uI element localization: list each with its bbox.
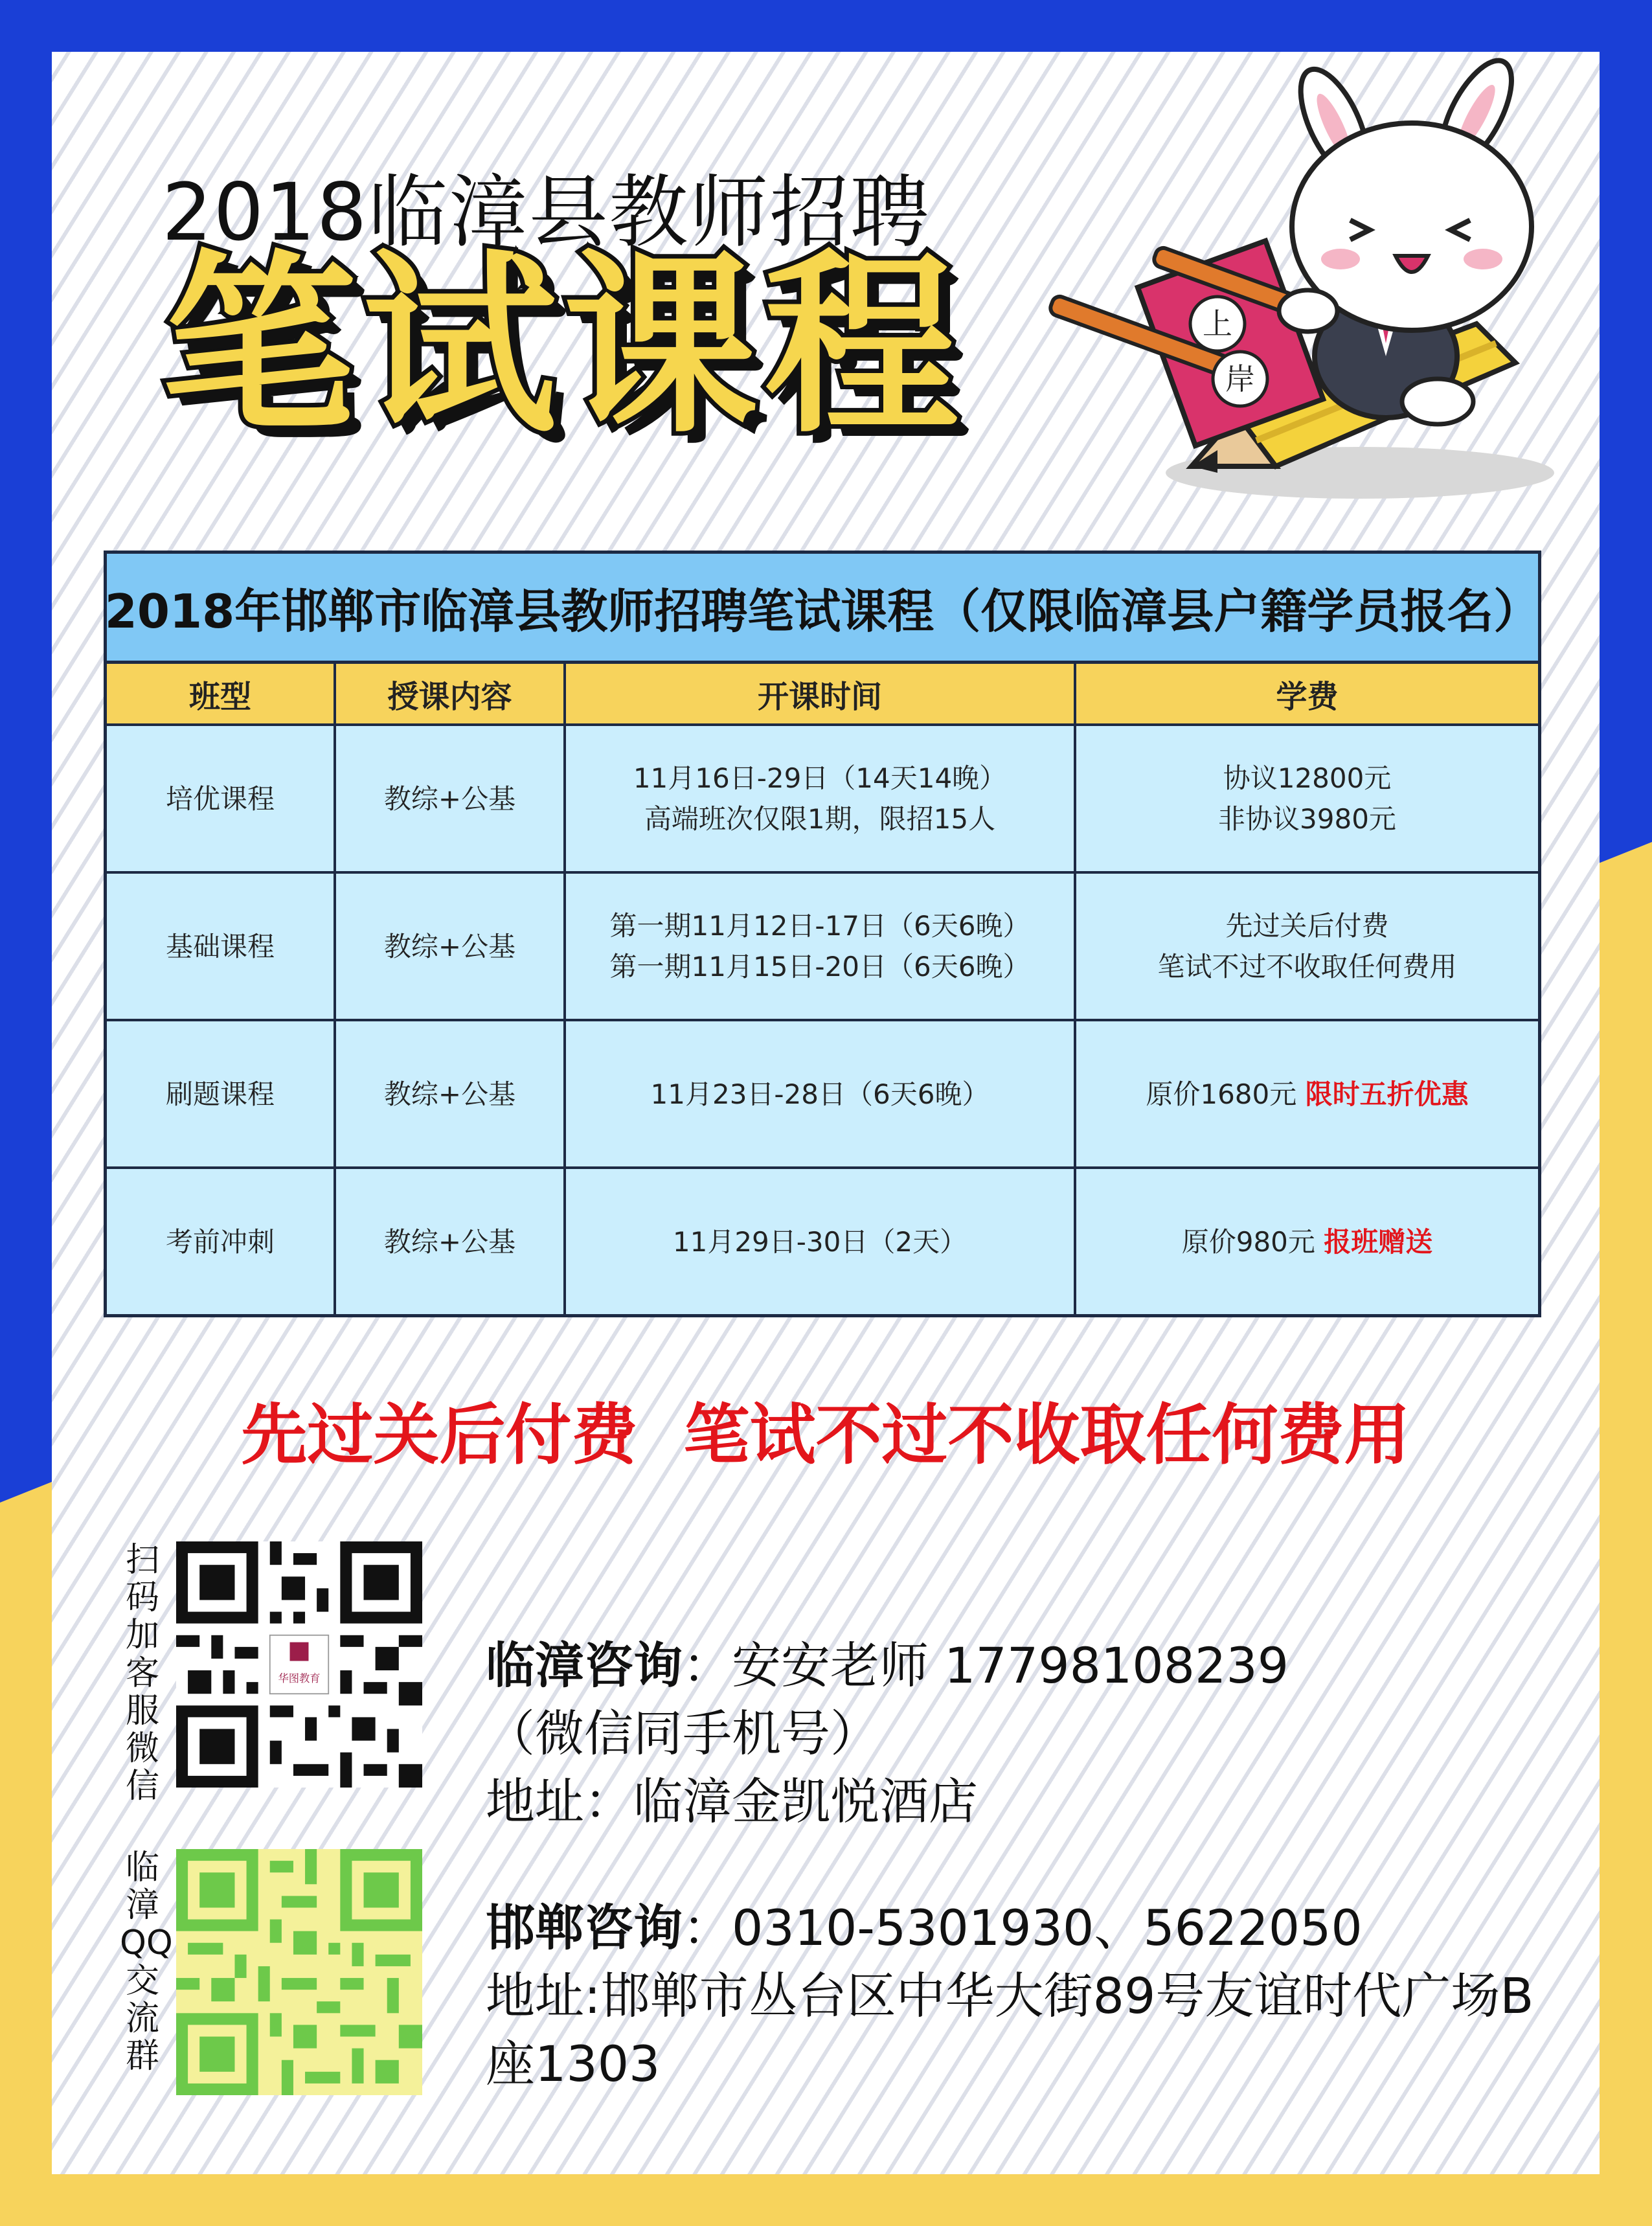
cell-fee (1075, 1020, 1538, 1168)
time-line: 第一期11月12日-17日（6天6晚） (609, 910, 1030, 942)
cell-time: 11月23日-28日（6天6晚） (565, 1020, 1075, 1168)
table-caption: 2018年邯郸市临漳县教师招聘笔试课程（仅限临漳县户籍学员报名） (107, 554, 1538, 664)
contact-linzhang-phone: ：安安老师 17798108239 (683, 1637, 1289, 1694)
cell-class-type: 培优课程 (107, 725, 335, 872)
cell-class-type: 刷题课程 (107, 1020, 335, 1168)
fee-original-price: 原价1680元 (1146, 1078, 1297, 1110)
time-line: 11月16日-29日（14天14晚） (633, 762, 1007, 794)
column-header-fee: 学费 (1075, 664, 1538, 725)
contact-handan-address: 地址:邯郸市丛台区中华大街89号友谊时代广场B座1303 (486, 1966, 1534, 2093)
rabbit-mascot-illustration (1023, 52, 1587, 544)
qr-logo-text (278, 1672, 320, 1685)
fee-line: 笔试不过不收取任何费用 (1157, 951, 1457, 982)
contact-linzhang (486, 1632, 1574, 1836)
cell-class-type: 基础课程 (107, 872, 335, 1020)
cell-time (565, 872, 1075, 1020)
fee-highlight: 报班赠送 (1324, 1225, 1433, 1258)
fee-highlight: 限时五折优惠 (1305, 1078, 1469, 1110)
scroll-char-2: 岸 (1225, 361, 1255, 396)
contact-handan (486, 1894, 1574, 2098)
slogan: 先过关后付费 笔试不过不收取任何费用 (241, 1397, 1410, 1474)
scroll-char-1: 上 (1203, 306, 1232, 341)
qr1-label: 扫码加客服微信 (125, 1541, 159, 1806)
course-table-grid (107, 664, 1538, 1314)
fee-line: 先过关后付费 (1225, 910, 1389, 942)
cell-time: 11月29日-30日（2天） (565, 1168, 1075, 1314)
fee-line: 协议12800元 (1223, 762, 1392, 794)
cell-time (565, 725, 1075, 872)
time-line: 第一期11月15日-20日（6天6晚） (609, 951, 1030, 982)
qq-group-qr-code[interactable] (176, 1849, 422, 2095)
contact-linzhang-address: 地址：临漳金凯悦酒店 (486, 1772, 978, 1830)
cell-fee (1075, 872, 1538, 1020)
time-line: 高端班次仅限1期，限招15人 (644, 803, 996, 835)
cell-content: 教综+公基 (335, 725, 565, 872)
cell-fee (1075, 1168, 1538, 1314)
fee-original-price: 原价980元 (1181, 1225, 1315, 1258)
column-header-class-type: 班型 (107, 664, 335, 725)
cell-class-type: 考前冲刺 (107, 1168, 335, 1314)
table-row (107, 725, 1538, 872)
table-header-row (107, 664, 1538, 725)
table-row (107, 1168, 1538, 1314)
course-table (104, 551, 1541, 1317)
cell-content: 教综+公基 (335, 1168, 565, 1314)
wechat-qr-code[interactable] (176, 1541, 422, 1788)
contact-handan-phone: ：0310-5301930、5622050 (683, 1899, 1363, 1957)
poster-title-big: 笔试课程 (162, 233, 965, 459)
poster-title-small: 2018临漳县教师招聘 (162, 166, 931, 258)
contact-handan-line (486, 1894, 1574, 1962)
table-row (107, 872, 1538, 1020)
qr2-label: 临漳QQ交流群 (120, 1848, 173, 2076)
contact-handan-label: 邯郸咨询 (486, 1899, 683, 1957)
column-header-start-time: 开课时间 (565, 664, 1075, 725)
contact-linzhang-note: （微信同手机号） (486, 1704, 879, 1762)
fee-line: 非协议3980元 (1218, 803, 1396, 835)
table-row (107, 1020, 1538, 1168)
cell-content: 教综+公基 (335, 872, 565, 1020)
cell-fee (1075, 725, 1538, 872)
column-header-content: 授课内容 (335, 664, 565, 725)
poster-panel (52, 52, 1600, 2174)
cell-content: 教综+公基 (335, 1020, 565, 1168)
contact-linzhang-label: 临漳咨询 (486, 1637, 683, 1694)
contact-linzhang-line (486, 1632, 1574, 1700)
